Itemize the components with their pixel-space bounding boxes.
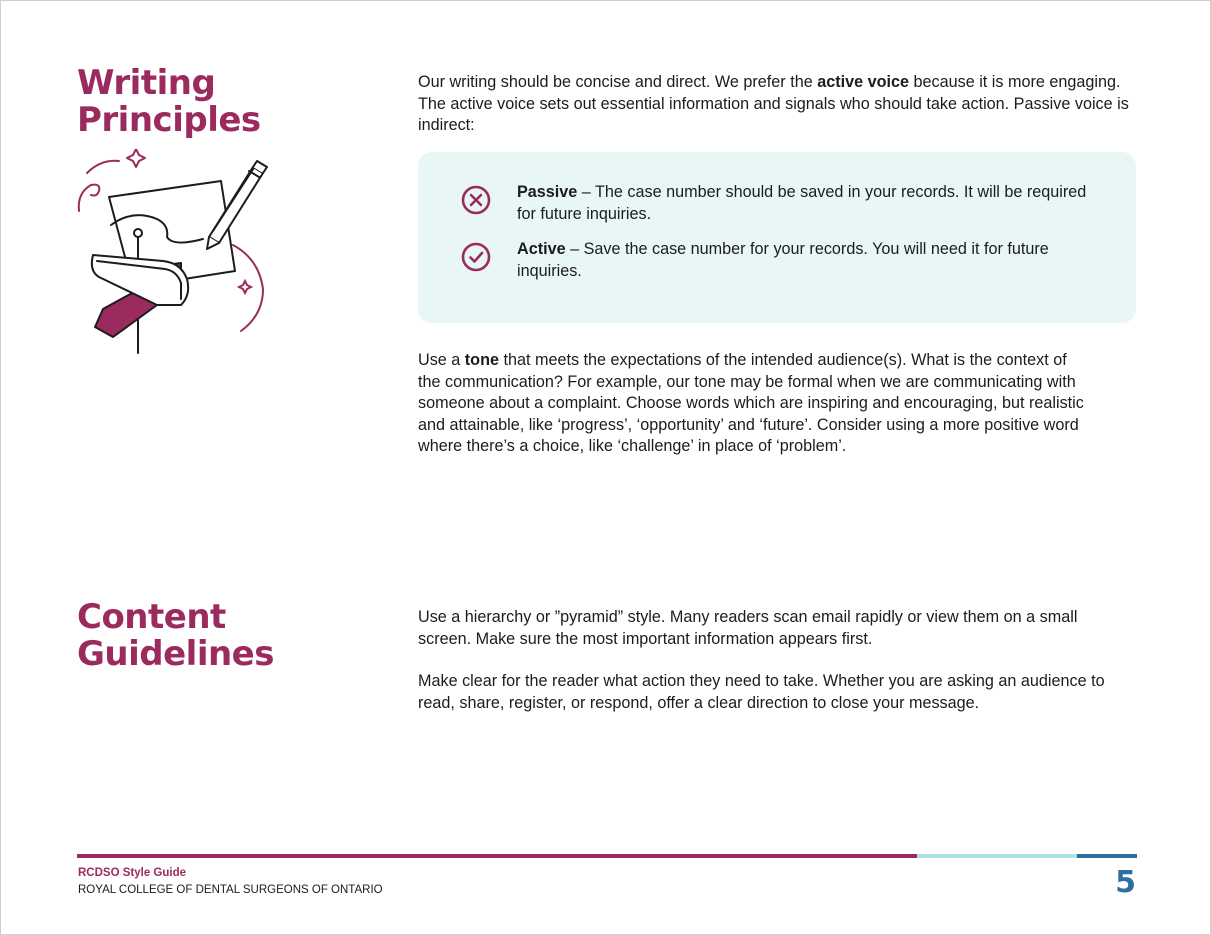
text-span: – Save the case number for your records. You will need it for future inquiries. [517, 240, 1049, 280]
heading-line: Writing [77, 63, 216, 103]
footer-rule-blue [1077, 854, 1137, 858]
check-circle-icon [460, 241, 492, 273]
text-span: Use a [418, 351, 465, 369]
example-label: Active [517, 240, 566, 258]
x-circle-icon [460, 184, 492, 216]
text-span: that meets the expectations of the intended audience(s). What is the context of the communication? For example, our tone may be formal when we are communicating with someone about a complaint. Choose words which are inspiring and encouraging, but realistic and attainable, like ‘progress’, ‘opportunity’ and ‘future’. Consider using a more positive word where there’s a choice, like ‘challenge’ in place of ‘problem’. [418, 351, 1084, 455]
section-heading-content-guidelines [77, 599, 274, 673]
tone-paragraph [418, 350, 1088, 458]
heading-line: Content [77, 597, 226, 637]
pyramid-paragraph [418, 607, 1118, 650]
writing-illustration-icon [73, 149, 283, 359]
text-span: because it is more engaging. The active voice sets out essential information and signals who should take action. Passive voice is indirect: [418, 73, 1129, 134]
example-text [517, 182, 1107, 225]
section-heading-writing-principles [77, 65, 261, 139]
heading-line: Guidelines [77, 634, 274, 674]
paragraph: Use a hierarchy or ”pyramid” style. Many readers scan email rapidly or view them on a small screen. Make sure the most important information appears first. [418, 608, 1078, 648]
page-number: 5 [1115, 865, 1136, 900]
bold-term: tone [464, 351, 499, 369]
footer-rule-teal [917, 854, 1077, 858]
text-span: – The case number should be saved in your records. It will be required for future inquiries. [517, 183, 1087, 223]
bold-term: active voice [817, 73, 909, 91]
paragraph: Make clear for the reader what action they need to take. Whether you are asking an audience to read, share, register, or respond, offer a clear direction to close your message. [418, 672, 1105, 712]
footer-rule-brand [77, 854, 917, 858]
example-text [517, 239, 1107, 282]
text-span: Our writing should be concise and direct. We prefer the [418, 73, 818, 91]
voice-examples-callout [418, 152, 1136, 323]
active-voice-paragraph [418, 72, 1138, 137]
example-label: Passive [517, 183, 578, 201]
footer-title: RCDSO Style Guide [78, 867, 186, 879]
heading-line: Principles [77, 100, 261, 140]
footer-subtitle: ROYAL COLLEGE OF DENTAL SURGEONS OF ONTARIO [78, 884, 383, 896]
action-paragraph [418, 671, 1118, 714]
